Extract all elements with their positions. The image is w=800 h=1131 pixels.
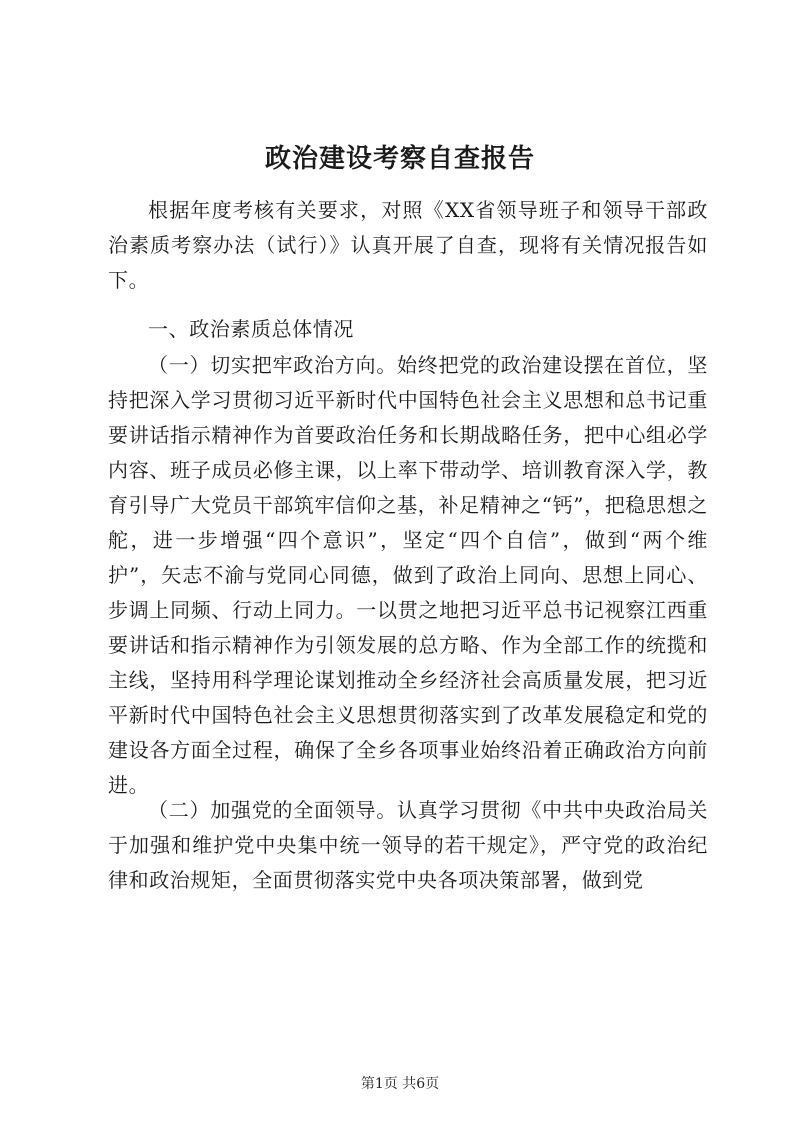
body-paragraph-party-leadership: （二）加强党的全面领导。认真学习贯彻《中共中央政治局关于加强和维护党中央集中统一领导的若干规定》，严守党的政治纪律和政治规矩，全面贯彻落实党中央各项决策部署，做到党 [108,798,708,892]
document-title: 政治建设考察自查报告 [264,144,535,174]
page-footer: 第1页 共6页 [360,1076,440,1092]
section-heading: 一、政治素质总体情况 [148,317,354,341]
intro-paragraph: 根据年度考核有关要求，对照《XX省领导班子和领导干部政治素质考察办法（试行）》认真开展了自查，现将有关情况报告如下。 [108,198,708,292]
body-paragraph-political-direction: （一）切实把牢政治方向。始终把党的政治建设摆在首位，坚持把深入学习贯彻习近平新时代中国特色社会主义思想和总书记重要讲话指示精神作为首要政治任务和长期战略任务，把中心组必学内容、班子成员必修主课，以上率下带动学、培训教育深入学，教育引导广大党员干部筑牢信仰之基，补足精神之“钙”，把稳思想之舵，进一步增强“四个意识”，坚定“四个自信”，做到“两个维护”，矢志不渝与党同心同德，做到了政治上同向、思想上同心、步调上同频、行动上同力。一以贯之地把习近平总书记视察江西重要讲话和指示精神作为引领发展的总方略、作为全部工作的统揽和主线，坚持用科学理论谋划推动全乡经济社会高质量发展，把习近平新时代中国特色社会主义思想贯彻落实到了改革发展稳定和党的建设各方面全过程，确保了全乡各项事业始终沿着正确政治方向前进。 [108,353,708,797]
